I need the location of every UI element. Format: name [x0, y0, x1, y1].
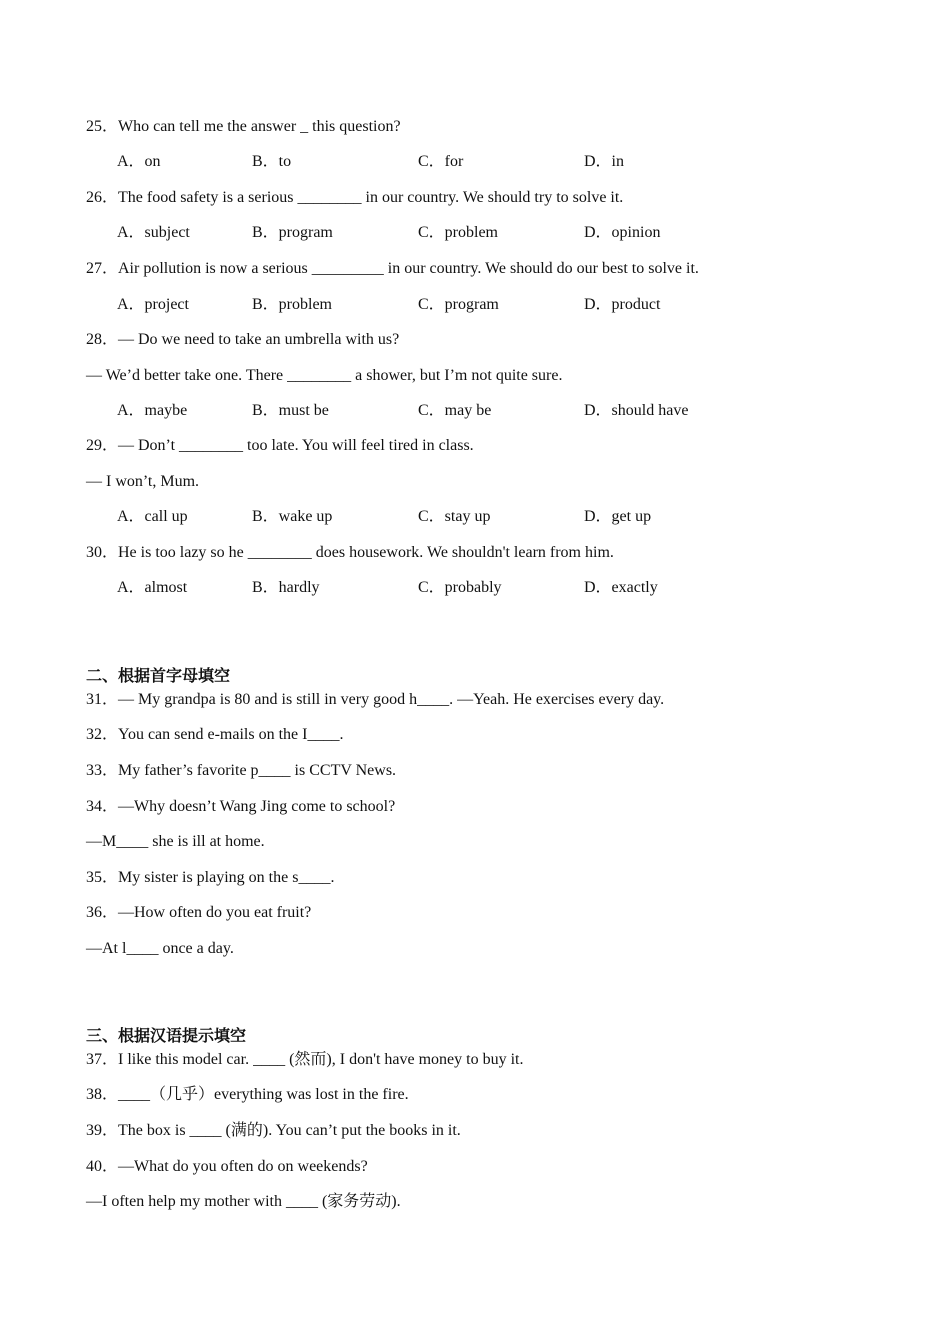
question-37: 37．I like this model car. ____ (然而), I don't have money to buy it. [86, 1051, 524, 1068]
option-d: D．product [584, 296, 661, 313]
question-36-reply: —At l____ once a day. [86, 940, 234, 957]
question-31: 31．— My grandpa is 80 and is still in very good h____. —Yeah. He exercises every day. [86, 691, 665, 708]
options-27 [117, 295, 817, 315]
question-27: 27．Air pollution is now a serious _________ in our country. We should do our best to solve it. [86, 260, 699, 277]
option-b: B．must be [252, 402, 329, 419]
option-c: C．stay up [418, 508, 491, 525]
options-26 [117, 223, 817, 243]
options-25 [117, 152, 817, 172]
option-b: B．hardly [252, 579, 320, 596]
section-heading-chinese-hint: 三、根据汉语提示填空 [86, 1026, 247, 1045]
option-c: C．for [418, 153, 464, 170]
question-36: 36．—How often do you eat fruit? [86, 904, 312, 921]
option-b: B．to [252, 153, 292, 170]
option-a: A．call up [117, 508, 188, 525]
question-29-reply: — I won’t, Mum. [86, 473, 200, 490]
option-d: D．should have [584, 402, 689, 419]
question-26: 26．The food safety is a serious ________ in our country. We should try to solve it. [86, 189, 624, 206]
option-c: C．may be [418, 402, 492, 419]
options-28 [117, 401, 817, 421]
options-30 [117, 578, 817, 598]
option-b: B．wake up [252, 508, 333, 525]
options-29 [117, 507, 817, 527]
option-c: C．problem [418, 224, 498, 241]
option-a: A．project [117, 296, 189, 313]
question-38: 38．____（几乎）everything was lost in the fire. [86, 1086, 409, 1103]
option-a: A．subject [117, 224, 190, 241]
question-34-reply: —M____ she is ill at home. [86, 833, 265, 850]
option-c: C．probably [418, 579, 502, 596]
question-34: 34．—Why doesn’t Wang Jing come to school? [86, 798, 396, 815]
option-d: D．get up [584, 508, 652, 525]
question-33: 33．My father’s favorite p____ is CCTV News. [86, 762, 397, 779]
question-28-reply: — We’d better take one. There ________ a shower, but I’m not quite sure. [86, 367, 563, 384]
option-d: D．opinion [584, 224, 661, 241]
option-c: C．program [418, 296, 499, 313]
question-32: 32．You can send e-mails on the I____. [86, 726, 344, 743]
option-d: D．in [584, 153, 625, 170]
question-28: 28．— Do we need to take an umbrella with us? [86, 331, 400, 348]
option-d: D．exactly [584, 579, 658, 596]
question-40: 40．—What do you often do on weekends? [86, 1158, 368, 1175]
option-a: A．on [117, 153, 161, 170]
question-30: 30．He is too lazy so he ________ does housework. We shouldn't learn from him. [86, 544, 614, 561]
option-b: B．problem [252, 296, 332, 313]
option-a: A．almost [117, 579, 188, 596]
option-a: A．maybe [117, 402, 188, 419]
question-39: 39．The box is ____ (满的). You can’t put the books in it. [86, 1122, 461, 1139]
question-35: 35．My sister is playing on the s____. [86, 869, 335, 886]
section-heading-initial-letter: 二、根据首字母填空 [86, 666, 231, 685]
question-25: 25．Who can tell me the answer _ this question? [86, 118, 401, 135]
option-b: B．program [252, 224, 333, 241]
question-29: 29．— Don’t ________ too late. You will feel tired in class. [86, 437, 474, 454]
question-40-reply: —I often help my mother with ____ (家务劳动). [86, 1193, 401, 1210]
